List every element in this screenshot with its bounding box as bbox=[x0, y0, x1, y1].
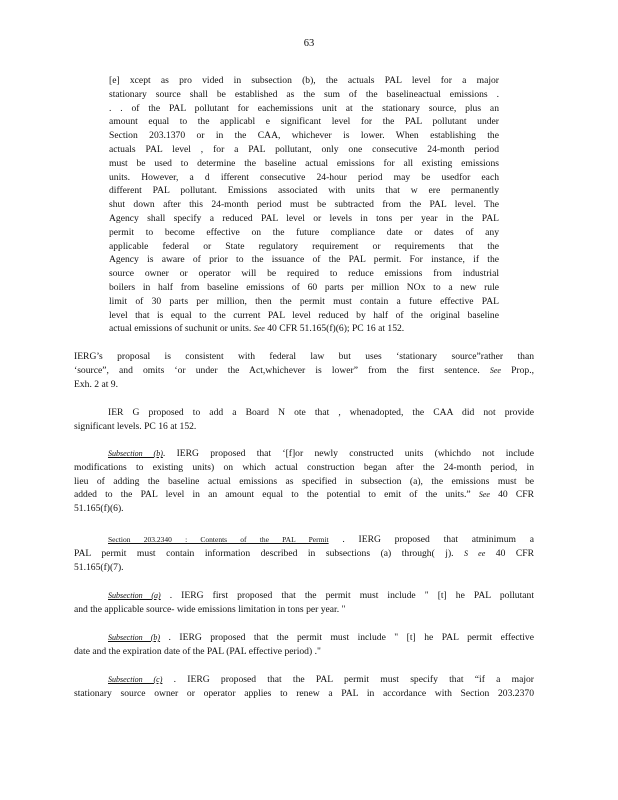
quote-line: level that is equal to the current PAL level reduced by half of the original baseline bbox=[109, 309, 499, 321]
quote-line: applicable federal or State regulatory requirement or requirements that the bbox=[109, 240, 499, 252]
paragraph-subsection-c bbox=[74, 673, 534, 701]
para-line: added to the PAL level in an amount equal to the potential to emit of the units.” See 40 CFR bbox=[74, 489, 534, 501]
para-line: Subsection (b). IERG proposed that ‘[f]or newly constructed units (whichdo not include bbox=[108, 448, 534, 459]
quote-line: actual emissions of suchunit or units. See 40 CFR 51.165(f)(6); PC 16 at 152. bbox=[109, 323, 405, 335]
quote-line: stationary source shall be established as the sum of the baselineactual emissions . bbox=[109, 88, 499, 100]
see-signal: See bbox=[489, 365, 501, 375]
para-line: date and the expiration date of the PAL (PAL effective period) ." bbox=[74, 645, 321, 657]
quote-line: shut down after this 24-month period must be subtracted from the PAL level. The bbox=[109, 199, 499, 211]
quote-line: different PAL pollutant. Emissions associated with units that w ere permanently bbox=[109, 185, 499, 197]
quote-line: limit of 30 parts per million, then the permit must contain a future effective PAL bbox=[109, 295, 499, 307]
quote-line: units. However, a d ifferent consecutive 24-hour period may be usedfor each bbox=[109, 171, 499, 183]
paragraph-section-203-2340 bbox=[74, 533, 534, 574]
page-number: 63 bbox=[303, 38, 315, 49]
para-line: IERG’s proposal is consistent with federal law but uses ‘stationary source”rather than bbox=[74, 351, 534, 362]
quote-line: boilers in half from baseline emissions of 60 parts per million NOx to a new rule bbox=[109, 281, 499, 293]
quote-line: [e] xcept as pro vided in subsection (b), the actuals PAL level for a major bbox=[109, 75, 499, 86]
para-line: PAL permit must contain information described in subsections (a) through( j). S ee 40 CFR bbox=[74, 547, 534, 559]
section-heading: Section 203.2340 : Contents of the PAL Permit bbox=[108, 535, 329, 544]
para-line: 51.165(f)(7). bbox=[74, 561, 124, 573]
para-line: stationary source owner or operator applies to renew a PAL in accordance with Section 203.2370 bbox=[74, 687, 534, 699]
see-signal: See bbox=[253, 324, 265, 334]
paragraph-subsection-b-new-units bbox=[74, 447, 534, 516]
paragraph-board-note bbox=[74, 406, 534, 434]
quote-line: Agency shall specify a reduced PAL level or levels in tons per year in the PAL bbox=[109, 212, 499, 224]
para-line: Subsection (c) . IERG proposed that the PAL permit must specify that “if a major bbox=[108, 674, 534, 685]
para-line: IER G proposed to add a Board N ote that , whenadopted, the CAA did not provide bbox=[108, 407, 534, 418]
para-line: lieu of adding the baseline actual emissions as specified in subsection (a), the emissions must be bbox=[74, 475, 534, 487]
see-signal: See bbox=[478, 490, 490, 500]
para-line: Exh. 2 at 9. bbox=[74, 378, 118, 390]
quote-line: permit to become effective on the future compliance date or dates of any bbox=[109, 226, 499, 238]
subsection-heading: Subsection (b) bbox=[108, 633, 161, 642]
para-line: and the applicable source- wide emissions limitation in tons per year. " bbox=[74, 603, 346, 615]
subsection-heading: Subsection (c) bbox=[108, 675, 163, 684]
subsection-heading: Subsection (b) bbox=[108, 449, 163, 458]
see-signal: S ee bbox=[464, 548, 486, 558]
para-line: ‘source”, and omits ‘or under the Act,whichever is lower” from the first sentence. See Prop., bbox=[74, 364, 534, 376]
quote-line: must be used to determine the baseline actual emissions for all existing emissions bbox=[109, 157, 499, 169]
subsection-heading: Subsection (a) bbox=[108, 591, 161, 600]
para-line: significant levels. PC 16 at 152. bbox=[74, 420, 197, 432]
quote-line: Section 203.1370 or in the CAA, whichever is lower. When establishing the bbox=[109, 130, 499, 142]
paragraph-subsection-a bbox=[74, 589, 534, 617]
para-line: modifications to existing units) on which actual construction began after the 24-month period, in bbox=[74, 461, 534, 473]
block-quote bbox=[109, 74, 499, 336]
quote-line: . . of the PAL pollutant for eachemissions unit at the stationary source, plus an bbox=[109, 102, 499, 114]
para-line: Section 203.2340 : Contents of the PAL Permit . IERG proposed that atminimum a bbox=[108, 534, 534, 545]
paragraph-iergs-proposal bbox=[74, 350, 534, 391]
quote-line: amount equal to the applicabl e significant level for the PAL pollutant under bbox=[109, 116, 499, 128]
quote-line: Agency is aware of prior to the issuance of the PAL permit. For instance, if the bbox=[109, 254, 499, 266]
para-line: Subsection (b) . IERG proposed that the permit must include " [t] he PAL permit effective bbox=[108, 632, 534, 643]
quote-line: actuals PAL level , for a PAL pollutant, only one consecutive 24-month period bbox=[109, 143, 499, 155]
para-line: 51.165(f)(6). bbox=[74, 503, 124, 515]
paragraph-subsection-b-dates bbox=[74, 631, 534, 659]
para-line: Subsection (a) . IERG first proposed that the permit must include " [t] he PAL pollutant bbox=[108, 590, 534, 601]
quote-line: source owner or operator will be required to reduce emissions from industrial bbox=[109, 268, 499, 280]
